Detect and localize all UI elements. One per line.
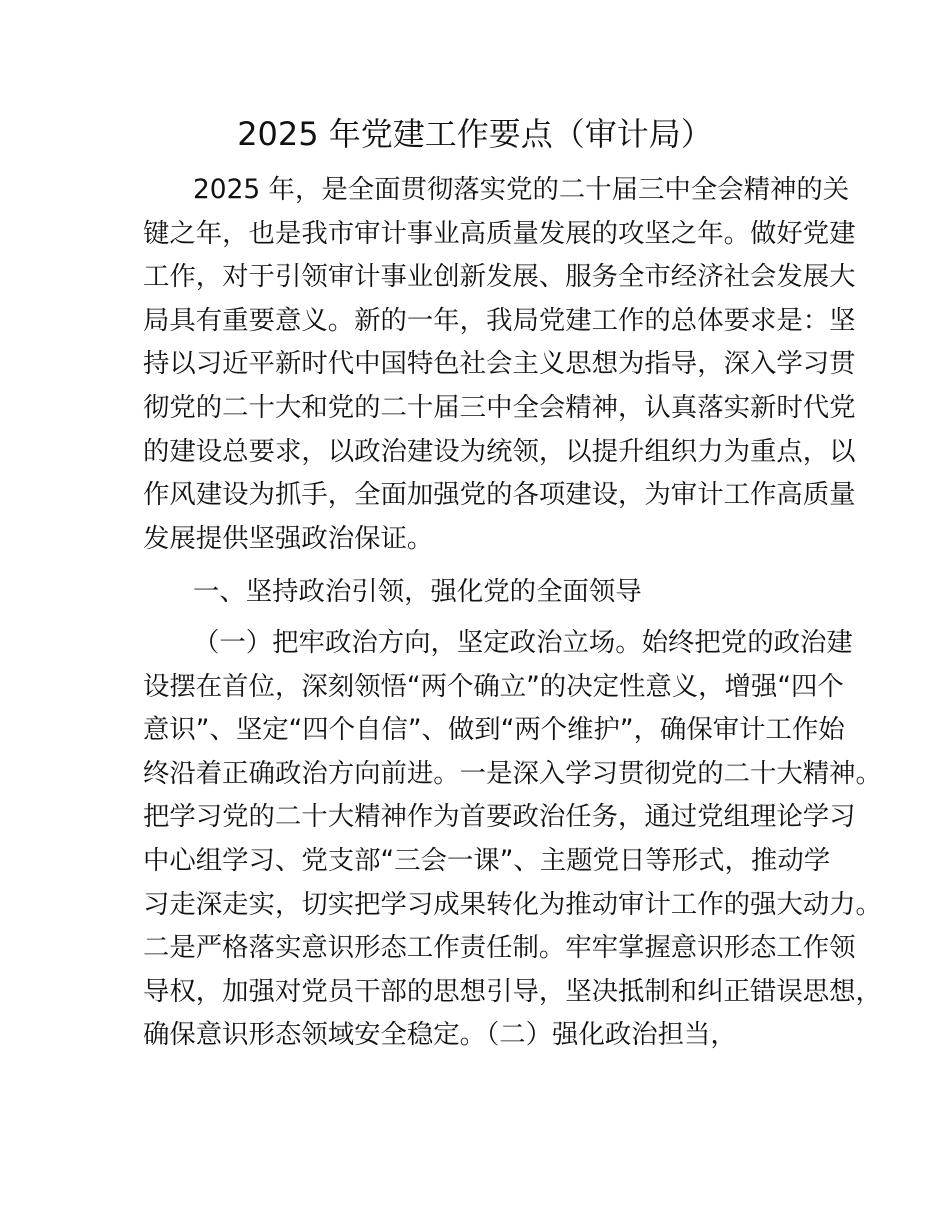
text-line: 二是严格落实意识形态工作责任制。牢牢掌握意识形态工作领	[143, 932, 856, 964]
text-line: 确保意识形态领域安全稳定。（二）强化政治担当，	[143, 1019, 737, 1051]
intro-paragraph	[143, 168, 856, 560]
text-line: 的建设总要求，以政治建设为统领，以提升组织力为重点，以	[143, 435, 856, 467]
text-line: 工作，对于引领审计事业创新发展、服务全市经济社会发展大	[143, 261, 856, 293]
text-line: 导权，加强对党员干部的思想引导，坚决抵制和纠正错误思想，	[143, 975, 882, 1007]
text-line: 意识”、坚定“四个自信”、做到“两个维护”，确保审计工作始	[143, 714, 845, 746]
text-line: 设摆在首位，深刻领悟“两个确立”的决定性意义，增强“四个	[143, 670, 844, 702]
text-line: 把学习党的二十大精神作为首要政治任务，通过党组理论学习	[143, 801, 856, 833]
text-line: 2025 年，是全面贯彻落实党的二十届三中全会精神的关	[193, 174, 850, 205]
text-line: 中心组学习、党支部“三会一课”、主题党日等形式，推动学	[143, 844, 831, 876]
text-line: 终沿着正确政治方向前进。一是深入学习贯彻党的二十大精神。	[143, 757, 882, 789]
text-line: 发展提供坚强政治保证。	[143, 522, 434, 554]
text-line: 彻党的二十大和党的二十届三中全会精神，认真落实新时代党	[143, 391, 856, 423]
text-line: 作风建设为抓手，全面加强党的各项建设，为审计工作高质量	[143, 479, 856, 511]
text-line: 局具有重要意义。新的一年，我局党建工作的总体要求是：坚	[143, 304, 856, 336]
section-paragraph	[143, 621, 882, 1057]
text-line: 习走深走实，切实把学习成果转化为推动审计工作的强大动力。	[143, 888, 882, 920]
text-line: 持以习近平新时代中国特色社会主义思想为指导，深入学习贯	[143, 348, 856, 380]
section-heading	[143, 570, 843, 614]
heading-line: 一、坚持政治引领，强化党的全面领导	[193, 576, 642, 607]
text-line: 键之年，也是我市审计事业高质量发展的攻坚之年。做好党建	[143, 217, 856, 249]
text-line: （一）把牢政治方向，坚定政治立场。始终把党的政治建	[193, 627, 853, 658]
document-title: 2025 年党建工作要点（审计局）	[237, 115, 713, 153]
